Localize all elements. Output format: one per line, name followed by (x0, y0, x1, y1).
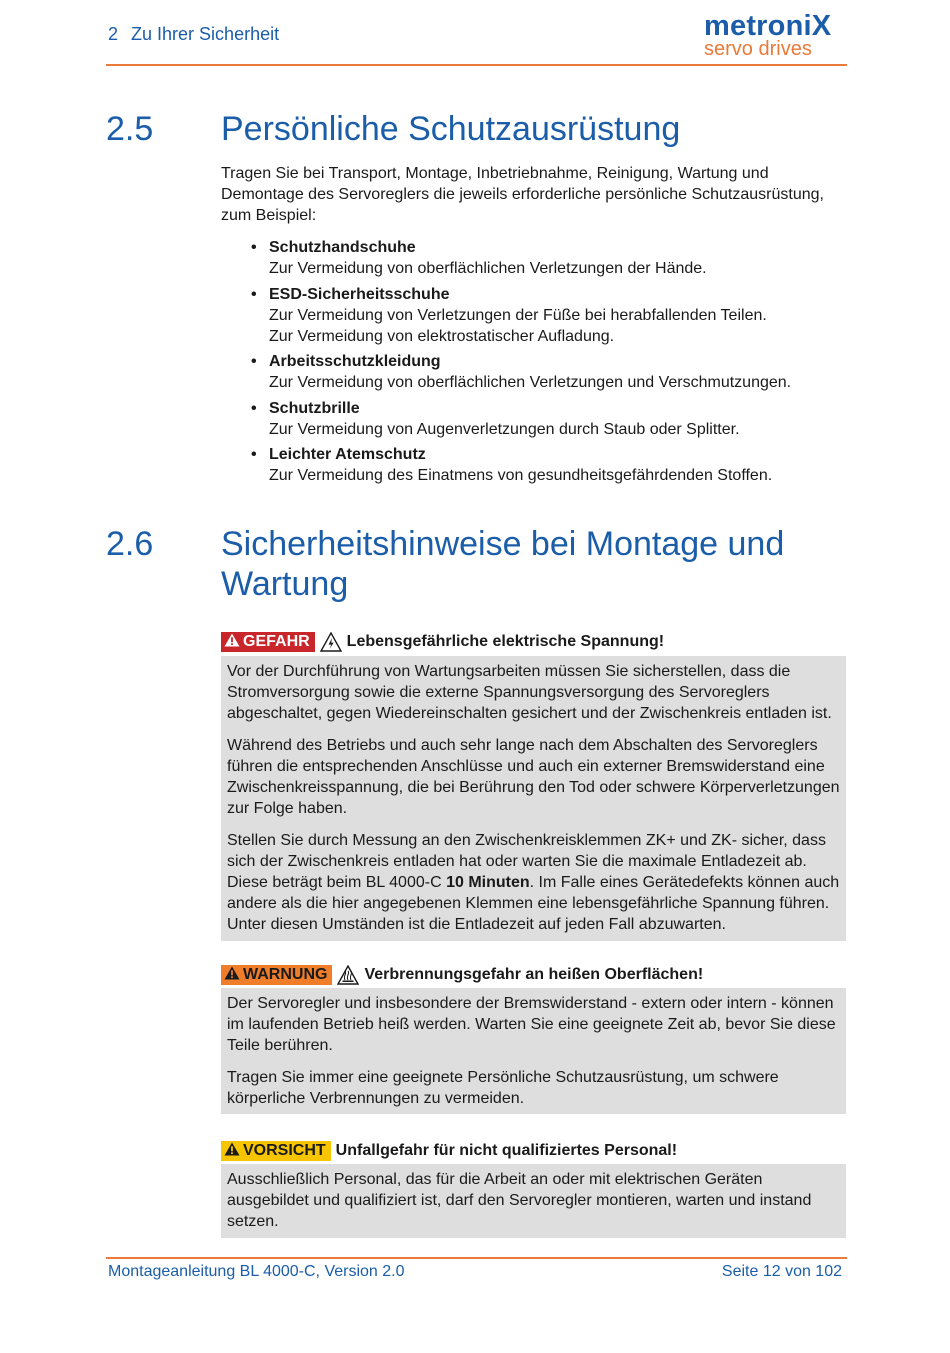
section-title: Sicherheitshinweise bei Montage und Wartung (221, 525, 785, 603)
bullet: • (251, 446, 257, 463)
badge-label: VORSICHT (243, 1142, 326, 1159)
badge-label: GEFAHR (243, 633, 310, 650)
bullet: • (251, 353, 257, 370)
list-item (248, 237, 848, 279)
danger-badge (221, 632, 315, 652)
warning-paragraph: Der Servoregler und insbesondere der Bremswiderstand - extern oder intern - können im laufenden Betrieb heiß werden. Warten Sie eine geeignete Zeit ab, bevor Sie diese Teile berühren. (227, 995, 836, 1054)
danger-paragraph: Während des Betriebs und auch sehr lange nach dem Abschalten des Servoreglers führen die entsprechenden Anschlüsse und auch ein externer Bremswiderstand eine Zwischenkreisspannung, die bei Berührung den Tod oder schwere Körperverletzungen zur Folge haben. (227, 737, 840, 817)
danger-signal (221, 631, 664, 653)
list-item (248, 444, 848, 486)
item-title: Schutzhandschuhe (269, 239, 416, 256)
running-header (108, 24, 279, 45)
text-run: Stellen Sie durch Messung an den Zwischenkreisklemmen ZK+ und ZK- sicher, dass sich der Zwischenkreis entladen hat oder warten Sie die maximale Entladezeit ab. Diese beträgt beim BL 4000-C (227, 832, 826, 891)
item-title: Schutzbrille (269, 399, 360, 417)
chapter-number: 2 (108, 24, 119, 44)
item-description: Zur Vermeidung von oberflächlichen Verletzungen der Hände. (269, 260, 707, 277)
electric-hazard-icon (320, 632, 342, 652)
danger-paragraph: Vor der Durchführung von Wartungsarbeiten müssen Sie sicherstellen, dass die Stromversorgung sowie die externe Spannungsversorgung des Servoreglers abgeschaltet, gegen Wiedereinschalten gesichert und der Zwischenkreis entladen ist. (227, 663, 832, 722)
section-number: 2.5 (106, 110, 154, 148)
chapter-title: Zu Ihrer Sicherheit (131, 24, 280, 44)
section-title: Persönliche Schutzausrüstung (221, 110, 681, 148)
footer-rule (106, 1257, 847, 1259)
danger-paragraph (227, 830, 840, 935)
caution-badge (221, 1141, 331, 1161)
badge-label: WARNUNG (243, 966, 328, 983)
footer-document-title: Montageanleitung BL 4000-C, Version 2.0 (108, 1263, 405, 1280)
item-title: Arbeitsschutzkleidung (269, 353, 441, 370)
item-description: Zur Vermeidung von oberflächlichen Verletzungen und Verschmutzungen. (269, 374, 792, 391)
caution-signal (221, 1140, 677, 1162)
item-title: ESD-Sicherheitsschuhe (269, 285, 450, 303)
section-number: 2.6 (106, 525, 154, 563)
warning-triangle-icon (224, 966, 240, 985)
warning-message: Verbrennungsgefahr an heißen Oberflächen! (364, 966, 704, 983)
list-item (248, 284, 848, 347)
warning-triangle-icon (224, 633, 240, 652)
metronix-logo (700, 6, 848, 58)
warning-paragraph: Tragen Sie immer eine geeignete Persönliche Schutzausrüstung, um schwere körperliche Verbrennungen zu vermeiden. (227, 1069, 779, 1107)
ppe-list (248, 237, 848, 491)
caution-message: Unfallgefahr für nicht qualifiziertes Personal! (335, 1142, 678, 1159)
bullet: • (251, 399, 257, 417)
item-description: Zur Vermeidung von Augenverletzungen durch Staub oder Splitter. (269, 420, 740, 438)
text-run: . Im Falle eines Gerätedefekts können auch andere als die hier angegebenen Klemmen eine lebensgefährliche Spannung führen. Unter diesen Umständen ist die Entladezeit auf jeden Fall abzuwarten. (227, 874, 840, 933)
caution-box (221, 1164, 846, 1238)
danger-message: Lebensgefährliche elektrische Spannung! (346, 633, 665, 650)
warning-badge (221, 965, 332, 985)
item-description: Zur Vermeidung des Einatmens von gesundheitsgefährdenden Stoffen. (269, 467, 773, 484)
list-item (248, 398, 848, 440)
header-rule (106, 64, 847, 66)
logo-tagline: servo drives (704, 38, 812, 60)
bullet: • (251, 239, 257, 256)
bullet: • (251, 285, 257, 303)
item-description: Zur Vermeidung von elektrostatischer Aufladung. (269, 327, 615, 345)
caution-paragraph: Ausschließlich Personal, das für die Arbeit an oder mit elektrischen Geräten ausgebildet und qualifiziert ist, darf den Servoregler montieren, warten und instand setzen. (227, 1171, 812, 1230)
emphasis-duration: 10 Minuten (446, 874, 530, 891)
hot-surface-icon (337, 965, 359, 985)
section-heading-2-6 (106, 524, 846, 604)
logo-wordmark: metroniX (704, 10, 832, 42)
warning-box (221, 988, 846, 1114)
section-heading-2-5 (106, 109, 846, 149)
item-description: Zur Vermeidung von Verletzungen der Füße bei herabfallenden Teilen. (269, 306, 767, 324)
warning-triangle-icon (224, 1142, 240, 1161)
list-item (248, 351, 848, 393)
warning-signal (221, 964, 703, 986)
danger-box (221, 656, 846, 941)
section-intro: Tragen Sie bei Transport, Montage, Inbetriebnahme, Reinigung, Wartung und Demontage des Servoreglers die jeweils erforderliche persönliche Schutzausrüstung, zum Beispiel: (221, 165, 824, 224)
item-title: Leichter Atemschutz (269, 446, 426, 463)
footer-page-number: Seite 12 von 102 (721, 1263, 842, 1280)
